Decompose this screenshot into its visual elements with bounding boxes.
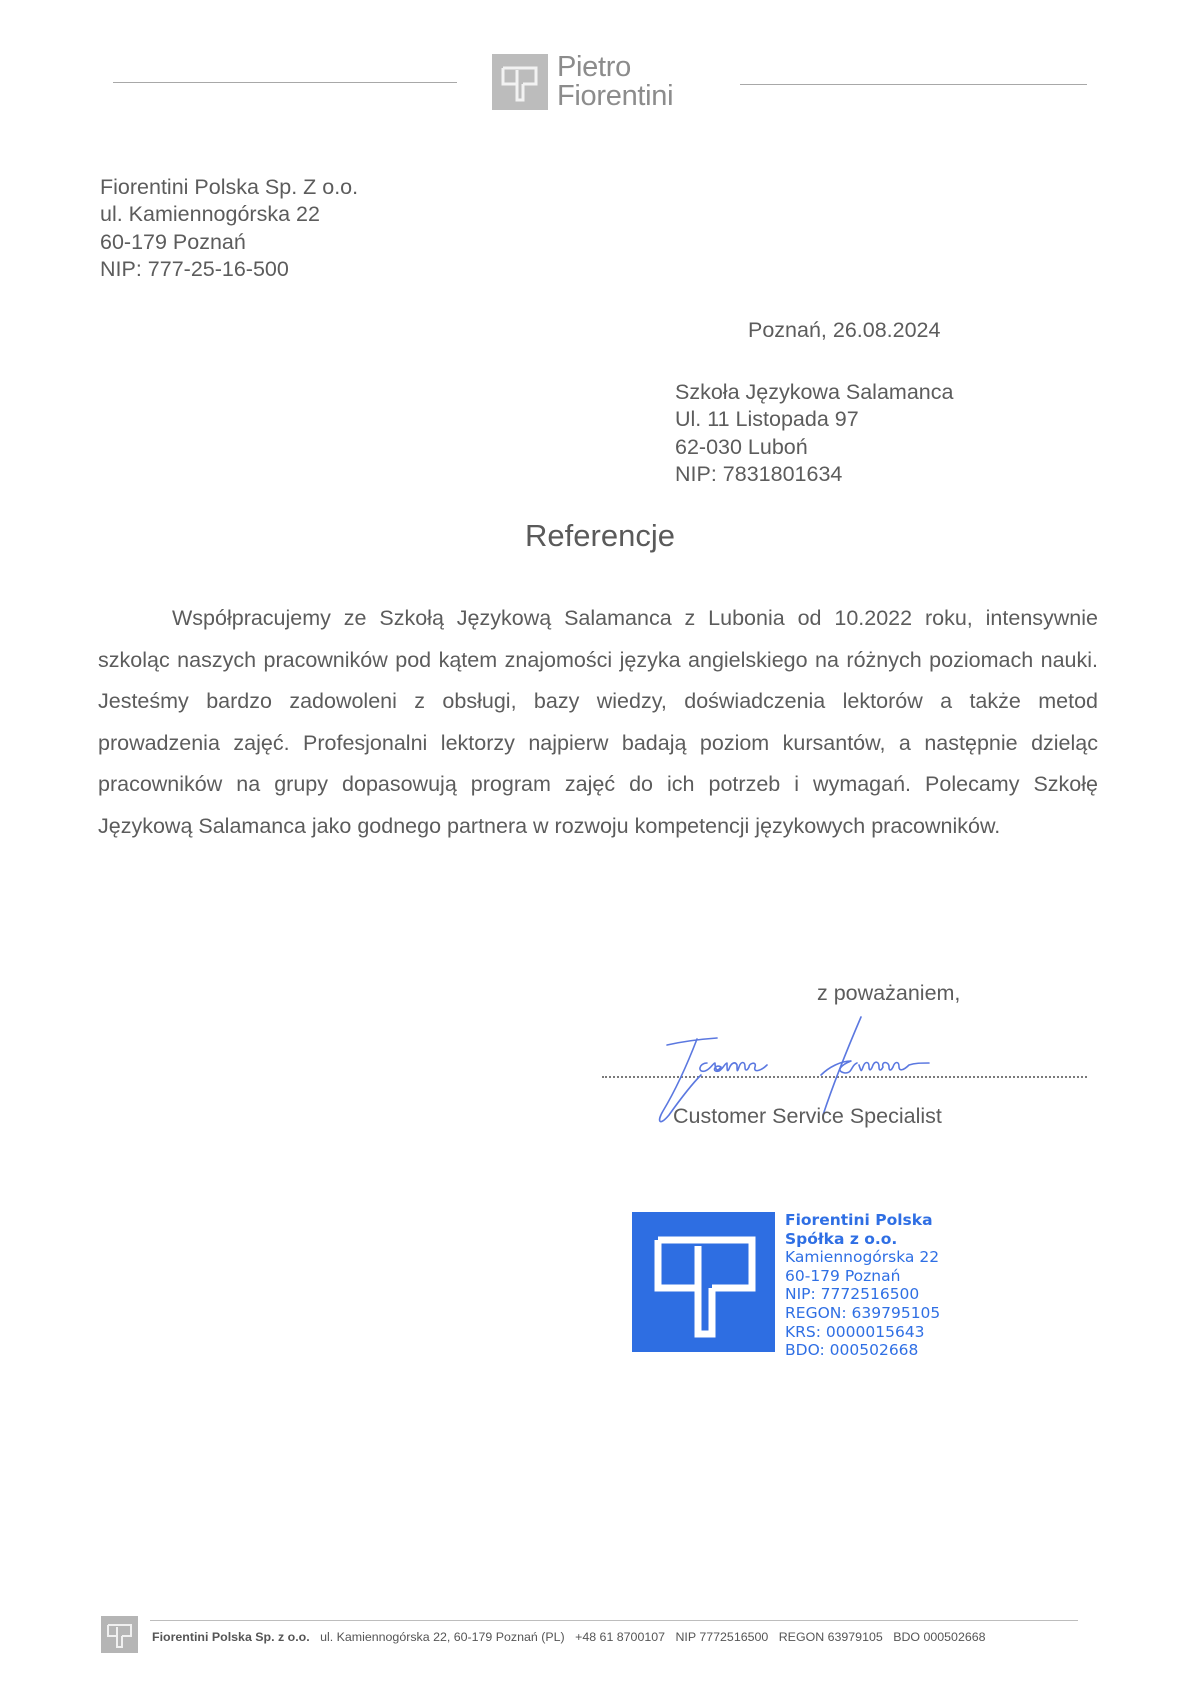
footer-rule (150, 1620, 1078, 1621)
sender-line: Fiorentini Polska Sp. Z o.o. (100, 175, 359, 199)
recipient-address (675, 379, 953, 488)
footer-bdo: BDO 000502668 (893, 1630, 986, 1644)
stamp-line: KRS: 0000015643 (785, 1322, 925, 1341)
recipient-line: Ul. 11 Listopada 97 (675, 407, 859, 432)
stamp-glyph-icon (632, 1212, 775, 1352)
header-rule-left (113, 82, 457, 83)
company-stamp-logo-icon (632, 1212, 775, 1352)
footer-logo-icon (101, 1616, 138, 1653)
header-rule-right (740, 84, 1087, 85)
stamp-company-form: Spółka z o.o. (785, 1229, 898, 1248)
footer-phone: +48 61 8700107 (575, 1630, 666, 1644)
company-stamp-text (785, 1211, 940, 1360)
stamp-line: BDO: 000502668 (785, 1341, 919, 1360)
footer-company: Fiorentini Polska Sp. z o.o. (152, 1630, 310, 1644)
sender-address (100, 174, 358, 283)
letter-body: Współpracujemy ze Szkołą Językową Salamanca z Lubonia od 10.2022 roku, intensywnie szkoląc naszych pracowników pod kątem znajomości języka angielskiego na różnych poziomach nauki. Jesteśmy bardzo zadowoleni z obsługi, bazy wiedzy, doświadczenia lektorów a także metod prowadzenia zajęć. Profesjonalni lektorzy najpierw badają poziom kursantów, a następnie dzieląc pracowników na grupy dopasowują program zajęć do ich potrzeb i wymagań. Polecamy Szkołę Językową Salamanca jako godnego partnera w rozwoju kompetencji językowych pracowników. (98, 606, 1098, 838)
footer-address: ul. Kamiennogórska 22, 60-179 Poznań (PL) (320, 1630, 565, 1644)
sender-line: NIP: 777-25-16-500 (100, 256, 289, 281)
document-title: Referencje (525, 518, 675, 553)
logo-glyph-icon (492, 54, 548, 110)
sender-line: 60-179 Poznań (100, 229, 246, 254)
footer-nip: NIP 7772516500 (675, 1630, 769, 1644)
stamp-line: Kamiennogórska 22 (785, 1248, 940, 1267)
footer-company-info (152, 1630, 986, 1644)
stamp-line: 60-179 Poznań (785, 1266, 901, 1285)
stamp-line: REGON: 639795105 (785, 1303, 941, 1322)
sender-line: ul. Kamiennogórska 22 (100, 202, 320, 227)
brand-name-line2: Fiorentini (557, 80, 674, 112)
signatory-role: Customer Service Specialist (673, 1104, 942, 1128)
recipient-line: NIP: 7831801634 (675, 461, 843, 486)
recipient-line: Szkoła Językowa Salamanca (675, 380, 954, 404)
stamp-company-name: Fiorentini Polska (785, 1211, 933, 1229)
footer-logo-glyph-icon (101, 1616, 138, 1653)
footer-regon: REGON 63979105 (778, 1630, 883, 1644)
brand-name-line1: Pietro (557, 51, 631, 83)
stamp-line: NIP: 7772516500 (785, 1285, 920, 1304)
pietro-fiorentini-logo-icon (492, 54, 548, 110)
recipient-line: 62-030 Luboń (675, 434, 808, 459)
letter-date: Poznań, 26.08.2024 (748, 318, 941, 342)
closing-salutation: z poważaniem, (817, 981, 961, 1005)
